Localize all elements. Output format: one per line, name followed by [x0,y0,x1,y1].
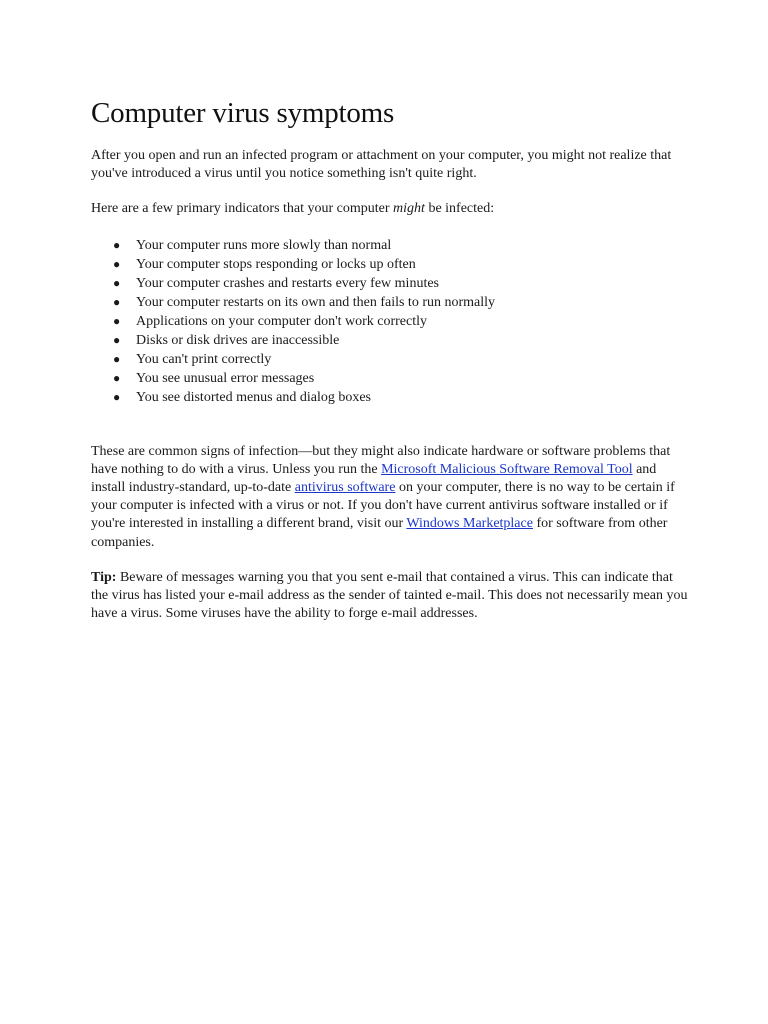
symptom-text: Your computer restarts on its own and then fails to run normally [136,294,496,310]
bullet-icon: ● [113,275,121,290]
list-item [91,331,691,350]
symptom-text: You see distorted menus and dialog boxes [136,389,371,405]
bullet-icon: ● [113,237,121,252]
bullet-icon: ● [113,313,121,328]
list-item [91,293,691,312]
symptom-text: Your computer stops responding or locks up often [136,256,416,272]
signs-text-1: These are common signs of infection—but they might also indicate hardware or software problems that have nothing to do with a virus. Unless you run the [91,443,671,477]
indicators-emphasis: might [393,201,425,217]
indicators-text-after: be infected: [424,201,495,217]
symptom-text: Your computer runs more slowly than normal [136,237,392,253]
list-item [91,236,691,255]
symptom-text: Disks or disk drives are inaccessible [136,332,340,348]
list-item [91,388,691,407]
bullet-icon: ● [113,332,121,347]
symptom-text: Your computer crashes and restarts every few minutes [136,275,439,291]
list-item [91,312,691,331]
symptom-text: You can't print correctly [136,351,272,367]
symptom-text: You see unusual error messages [136,370,315,386]
bullet-icon: ● [113,370,121,385]
indicators-text-before: Here are a few primary indicators that your computer [91,201,394,217]
signs-text-3: on your computer, there is no way to be certain if your computer is infected with a virus or not. If you don't have current antivirus software installed or if you're interested in installing a different brand, visit our [91,480,675,532]
page-title: Computer virus symptoms [91,97,395,129]
list-item [91,274,691,293]
list-item [91,369,691,388]
tip-paragraph [91,569,691,624]
tip-text: Beware of messages warning you that you sent e-mail that contained a virus. This can indicate that the virus has listed your e-mail address as the sender of tainted e-mail. This does not necessarily mean you have a virus. Some viruses have the ability to forge e-mail addresses. [91,569,688,622]
document-page [91,96,691,623]
antivirus-software-link[interactable]: antivirus software [294,480,396,496]
list-item [91,350,691,369]
bullet-icon: ● [113,294,121,309]
indicators-paragraph [91,200,691,218]
signs-text-4: for software from other companies. [91,516,668,550]
signs-text-2: and install industry-standard, up-to-date [91,461,657,496]
list-item [91,255,691,274]
bullet-icon: ● [113,256,121,271]
intro-paragraph: After you open and run an infected program or attachment on your computer, you might not realize that you've introduced a virus until you notice something isn't quite right. [91,148,672,182]
windows-marketplace-link[interactable]: Windows Marketplace [406,516,533,532]
malicious-software-removal-tool-link[interactable]: Microsoft Malicious Software Removal Tool [381,461,633,477]
signs-paragraph [91,443,691,552]
symptom-list [91,236,691,407]
tip-label: Tip: [91,569,117,585]
bullet-icon: ● [113,389,121,404]
bullet-icon: ● [113,351,121,366]
symptom-text: Applications on your computer don't work correctly [136,313,428,329]
